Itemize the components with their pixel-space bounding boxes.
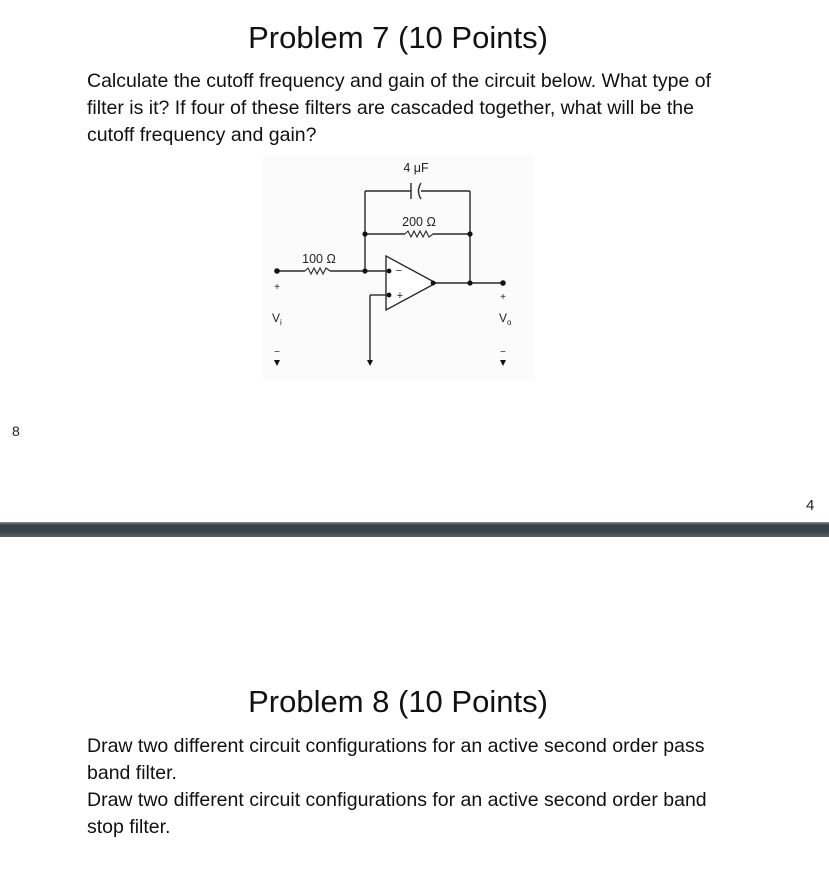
capacitor-label: 4 μF xyxy=(403,161,429,175)
problem-8-title: Problem 8 (10 Points) xyxy=(248,684,548,719)
problem-8-line-1: Draw two different circuit configurations for an active second order pass band filter. xyxy=(87,735,705,784)
problem-7-title: Problem 7 (10 Points) xyxy=(248,20,548,55)
output-minus-sign: − xyxy=(500,347,506,358)
problem-7-text xyxy=(87,68,727,149)
left-page-number: 8 xyxy=(12,423,20,439)
problem-7-question: Calculate the cutoff frequency and gain of the circuit below. What type of filter is it? If four of these filters are cascaded together, what will be the cutoff frequency and gain? xyxy=(87,70,712,146)
feedback-resistor-label: 200 Ω xyxy=(402,215,436,229)
page-lower xyxy=(0,537,829,884)
problem-8-text xyxy=(87,733,717,841)
input-resistor-label: 100 Ω xyxy=(302,252,336,266)
op-amp-plus-sign: + xyxy=(396,290,404,302)
input-minus-sign: − xyxy=(274,347,280,358)
circuit-diagram xyxy=(250,150,540,385)
output-plus-sign: + xyxy=(500,292,506,303)
output-voltage-subscript: o xyxy=(507,318,512,327)
page-divider xyxy=(0,522,829,538)
input-voltage-subscript: i xyxy=(280,318,282,327)
op-amp-minus-sign: − xyxy=(395,265,403,277)
problem-8-line-2: Draw two different circuit configurations for an active second order band stop filter. xyxy=(87,789,707,838)
right-page-number: 4 xyxy=(806,497,815,514)
input-plus-sign: + xyxy=(274,282,280,293)
output-voltage-letter: V xyxy=(499,311,508,325)
input-voltage-letter: V xyxy=(272,311,281,325)
